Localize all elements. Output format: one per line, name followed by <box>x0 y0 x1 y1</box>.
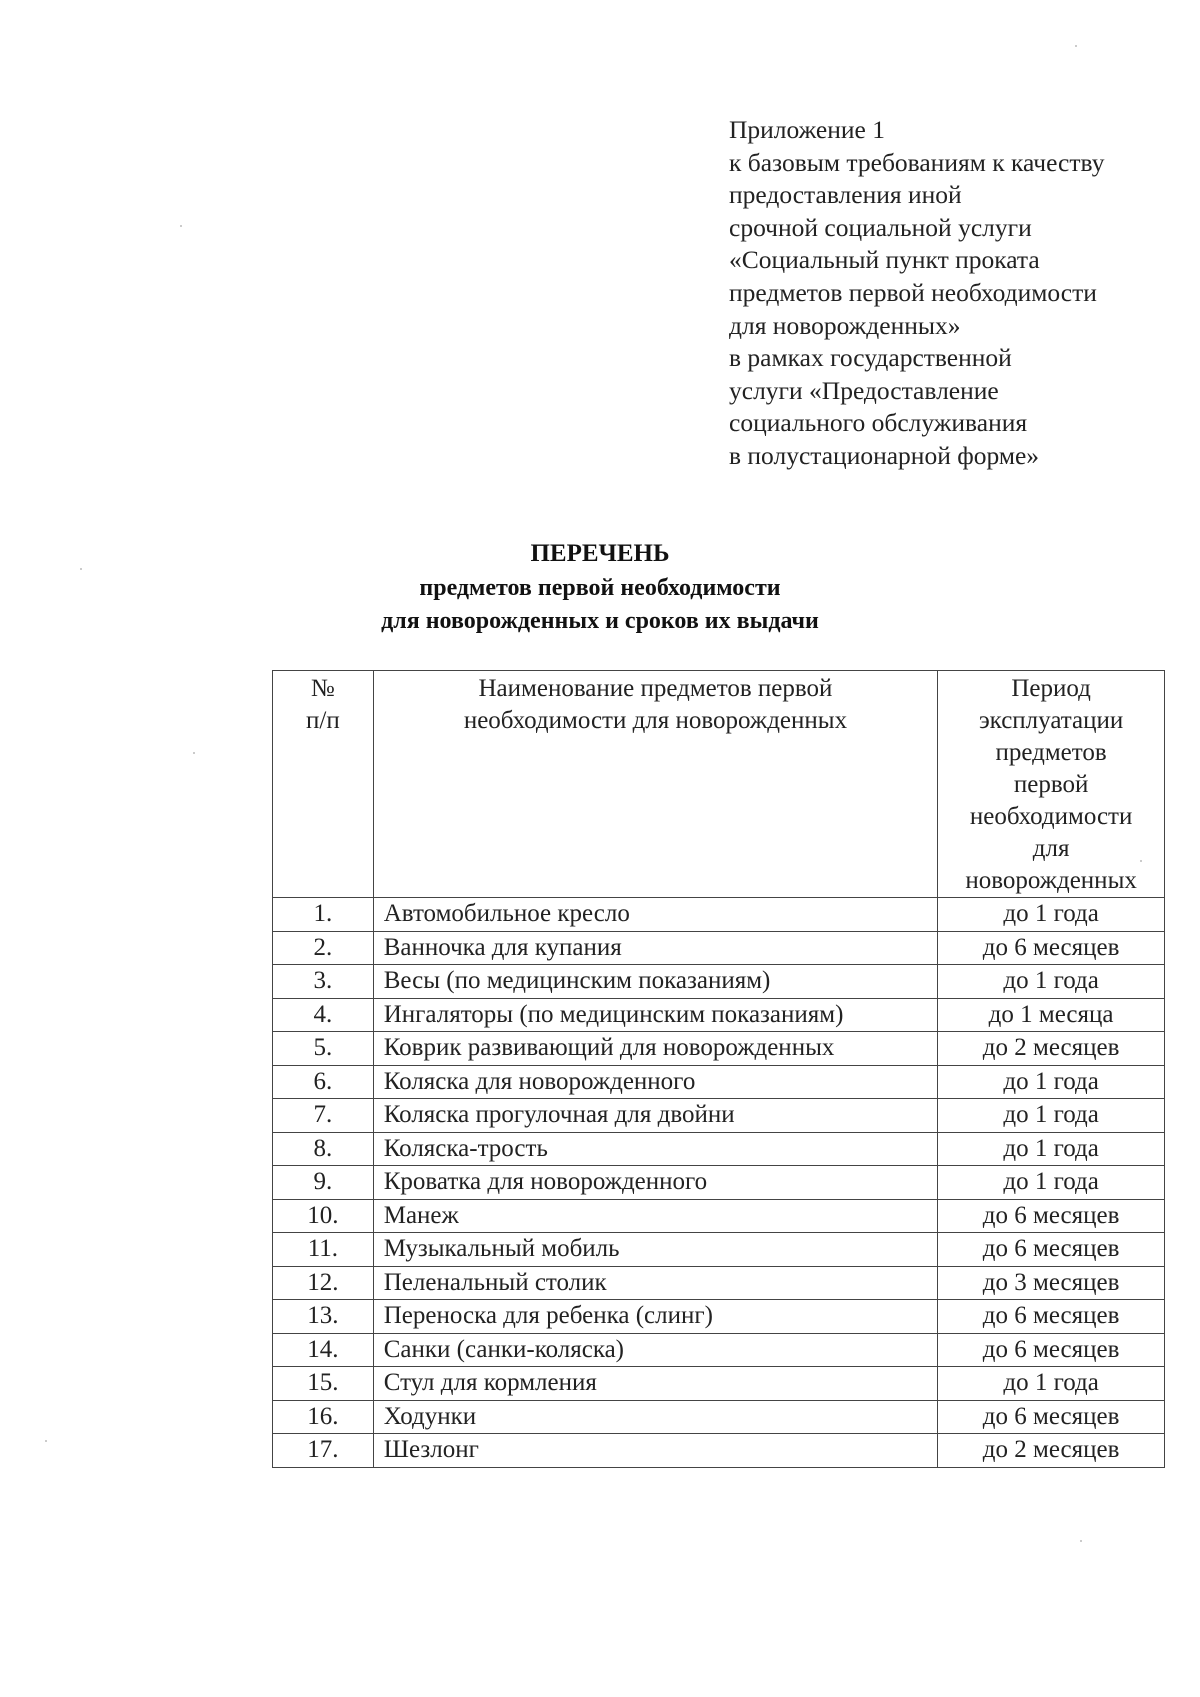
row-period: до 1 года <box>938 1166 1165 1200</box>
row-period: до 1 года <box>938 965 1165 999</box>
row-num: 9. <box>273 1166 374 1200</box>
row-num: 13. <box>273 1300 374 1334</box>
row-period: до 6 месяцев <box>938 1400 1165 1434</box>
table-row <box>273 1099 1165 1133</box>
table-row <box>273 965 1165 999</box>
row-num: 14. <box>273 1333 374 1367</box>
appendix-line: предоставления иной <box>729 180 962 210</box>
scan-speck <box>1080 1540 1082 1542</box>
row-period: до 1 года <box>938 1367 1165 1401</box>
appendix-line: «Социальный пункт проката <box>729 245 1040 275</box>
header-num <box>273 671 374 898</box>
appendix-line: к базовым требованиям к качеству <box>729 147 1105 177</box>
row-period: до 6 месяцев <box>938 1199 1165 1233</box>
row-name: Весы (по медицинским показаниям) <box>373 965 937 999</box>
table-row <box>273 1132 1165 1166</box>
appendix-line: в полустационарной форме» <box>729 440 1040 470</box>
row-num: 5. <box>273 1032 374 1066</box>
scan-speck <box>1075 45 1077 47</box>
row-period: до 2 месяцев <box>938 1032 1165 1066</box>
row-period: до 6 месяцев <box>938 1300 1165 1334</box>
table-row <box>273 1065 1165 1099</box>
row-num: 6. <box>273 1065 374 1099</box>
row-period: до 1 месяца <box>938 998 1165 1032</box>
header-period-line: Период <box>1011 675 1091 702</box>
appendix-block <box>729 114 1169 473</box>
row-num: 17. <box>273 1434 374 1468</box>
row-name: Кроватка для новорожденного <box>373 1166 937 1200</box>
row-name: Коляска прогулочная для двойни <box>373 1099 937 1133</box>
row-name: Переноска для ребенка (слинг) <box>373 1300 937 1334</box>
header-num-line: № <box>310 675 335 702</box>
table-row <box>273 998 1165 1032</box>
row-period: до 2 месяцев <box>938 1434 1165 1468</box>
row-num: 12. <box>273 1266 374 1300</box>
header-period-line: первой <box>1013 771 1089 798</box>
row-name: Коляска-трость <box>373 1132 937 1166</box>
scan-speck <box>80 568 82 570</box>
table-row <box>273 1199 1165 1233</box>
items-table <box>272 670 1165 1468</box>
row-period: до 6 месяцев <box>938 931 1165 965</box>
row-period: до 6 месяцев <box>938 1233 1165 1267</box>
scan-speck <box>1140 860 1142 862</box>
row-name: Ходунки <box>373 1400 937 1434</box>
row-name: Коврик развивающий для новорожденных <box>373 1032 937 1066</box>
row-period: до 3 месяцев <box>938 1266 1165 1300</box>
row-name: Пеленальный столик <box>373 1266 937 1300</box>
row-name: Музыкальный мобиль <box>373 1233 937 1267</box>
row-name: Коляска для новорожденного <box>373 1065 937 1099</box>
header-period-line: эксплуатации <box>978 707 1124 734</box>
appendix-line: Приложение 1 <box>729 115 885 144</box>
row-num: 8. <box>273 1132 374 1166</box>
row-period: до 1 года <box>938 1132 1165 1166</box>
scan-speck <box>180 225 182 227</box>
table-row <box>273 1367 1165 1401</box>
header-name-line: Наименование предметов первой <box>478 675 833 702</box>
row-num: 10. <box>273 1199 374 1233</box>
header-name <box>373 671 937 898</box>
appendix-line: предметов первой необходимости <box>729 277 1097 307</box>
table-row <box>273 1333 1165 1367</box>
header-period-line: для <box>1032 835 1070 862</box>
table-row <box>273 1166 1165 1200</box>
table-row <box>273 1032 1165 1066</box>
row-num: 1. <box>273 898 374 932</box>
header-period-line: необходимости <box>969 803 1133 830</box>
row-num: 16. <box>273 1400 374 1434</box>
scan-speck <box>45 1440 47 1442</box>
row-num: 3. <box>273 965 374 999</box>
row-name: Манеж <box>373 1199 937 1233</box>
row-name: Ванночка для купания <box>373 931 937 965</box>
appendix-line: социального обслуживания <box>729 408 1028 438</box>
document-subtitle-line-2: для новорожденных и сроков их выдачи <box>381 608 819 634</box>
document-subtitle-line-1: предметов первой необходимости <box>419 575 781 601</box>
row-name: Стул для кормления <box>373 1367 937 1401</box>
row-name: Ингаляторы (по медицинским показаниям) <box>373 998 937 1032</box>
table-row <box>273 1266 1165 1300</box>
header-num-line: п/п <box>306 707 340 734</box>
appendix-line: для новорожденных» <box>729 310 961 340</box>
table-row <box>273 1300 1165 1334</box>
row-num: 7. <box>273 1099 374 1133</box>
table-header-row <box>273 671 1165 898</box>
header-period <box>938 671 1165 898</box>
header-name-line: необходимости для новорожденных <box>463 707 848 734</box>
header-period-line: предметов <box>995 739 1107 766</box>
row-num: 2. <box>273 931 374 965</box>
appendix-line: услуги «Предоставление <box>729 375 999 405</box>
scan-speck <box>193 752 195 754</box>
table-row <box>273 1233 1165 1267</box>
table-row <box>273 931 1165 965</box>
row-num: 15. <box>273 1367 374 1401</box>
row-num: 4. <box>273 998 374 1032</box>
table-row <box>273 898 1165 932</box>
document-title: ПЕРЕЧЕНЬ <box>530 540 670 567</box>
table-row <box>273 1400 1165 1434</box>
row-period: до 1 года <box>938 1099 1165 1133</box>
row-name: Санки (санки-коляска) <box>373 1333 937 1367</box>
row-name: Автомобильное кресло <box>373 898 937 932</box>
header-period-line: новорожденных <box>965 867 1137 894</box>
appendix-line: в рамках государственной <box>729 343 1012 373</box>
appendix-line: срочной социальной услуги <box>729 212 1032 242</box>
row-period: до 1 года <box>938 1065 1165 1099</box>
table-row <box>273 1434 1165 1468</box>
row-name: Шезлонг <box>373 1434 937 1468</box>
row-num: 11. <box>273 1233 374 1267</box>
row-period: до 1 года <box>938 898 1165 932</box>
row-period: до 6 месяцев <box>938 1333 1165 1367</box>
